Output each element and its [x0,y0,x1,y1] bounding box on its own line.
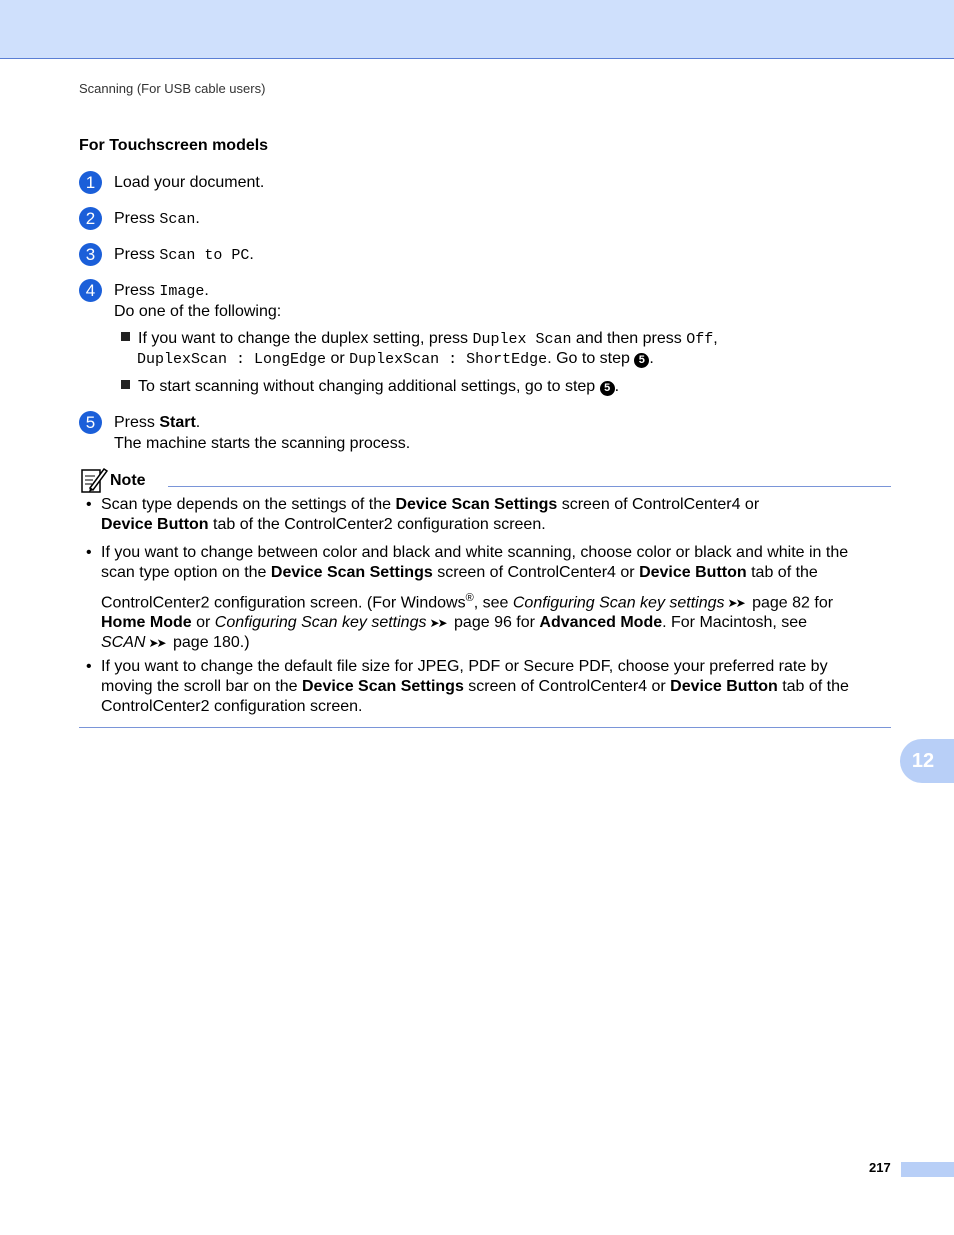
top-header-bar [0,0,954,59]
note-item-text: If you want to change between color and black and white scanning, choose color or black and white in the scan type option on the Device Scan Settings screen of ControlCenter4 or Device Button tab of the ControlCenter2 configuration screen. (For Windows®, see Configuring Scan key settings ➤➤ page 82 for Home Mode or Configuring Scan key settings ➤➤ page 96 for Advanced Mode. For Macintosh, see SCAN ➤➤ page 180.) [101,544,849,652]
chevron-arrow-icon: ➤➤ [148,636,165,651]
step-text: Press Start. [114,414,201,431]
note-item-text: Scan type depends on the settings of the Device Scan Settings screen of ControlCenter4 or Device Button tab of the ControlCenter2 configuration screen. [101,496,760,533]
step-number-badge: 5 [79,411,102,434]
ui-command: Scan [159,211,196,228]
ui-command: Scan to PC [159,247,250,264]
page-number-bar [901,1162,954,1177]
note-pencil-icon [80,466,108,494]
square-bullet-icon [121,380,130,389]
chevron-arrow-icon: ➤➤ [727,596,744,611]
square-bullet-icon [121,332,130,341]
note-bottom-rule [79,727,891,728]
step-number-badge: 1 [79,171,102,194]
step-number-badge: 4 [79,279,102,302]
ui-command: Image [159,283,205,300]
bullet-dot: • [86,658,92,675]
note-top-rule [168,486,891,487]
step-text: Press Image. [114,282,209,300]
step-ref-badge: 5 [600,381,615,396]
step-number-badge: 2 [79,207,102,230]
chevron-arrow-icon: ➤➤ [429,616,446,631]
chapter-tab[interactable]: 12 [900,739,954,783]
note-label: Note [110,472,146,489]
step-text: Press Scan. [114,210,200,228]
step-number-badge: 3 [79,243,102,266]
step-ref-badge: 5 [634,353,649,368]
step-text: Press Scan to PC. [114,246,254,264]
sub-option-duplex: If you want to change the duplex setting, press Duplex Scan and then press Off, [121,330,718,348]
page-number: 217 [869,1160,891,1175]
bullet-dot: • [86,544,92,561]
bullet-dot: • [86,496,92,513]
sub-option-start: To start scanning without changing additional settings, go to step 5 . [121,378,619,396]
step-text-line2: Do one of the following: [114,303,282,320]
running-header: Scanning (For USB cable users) [79,81,266,96]
sub-option-duplex-line2: DuplexScan : LongEdge or DuplexScan : ShortEdge. Go to step 5 . [137,350,654,368]
step-text: Load your document. [114,174,265,191]
note-item-text: If you want to change the default file size for JPEG, PDF or Secure PDF, choose your preferred rate by moving the scroll bar on the Device Scan Settings screen of ControlCenter4 or Device Button tab of the ControlCenter2 configuration screen. [101,658,849,715]
step-text-line2: The machine starts the scanning process. [114,435,411,452]
section-title: For Touchscreen models [79,137,269,154]
